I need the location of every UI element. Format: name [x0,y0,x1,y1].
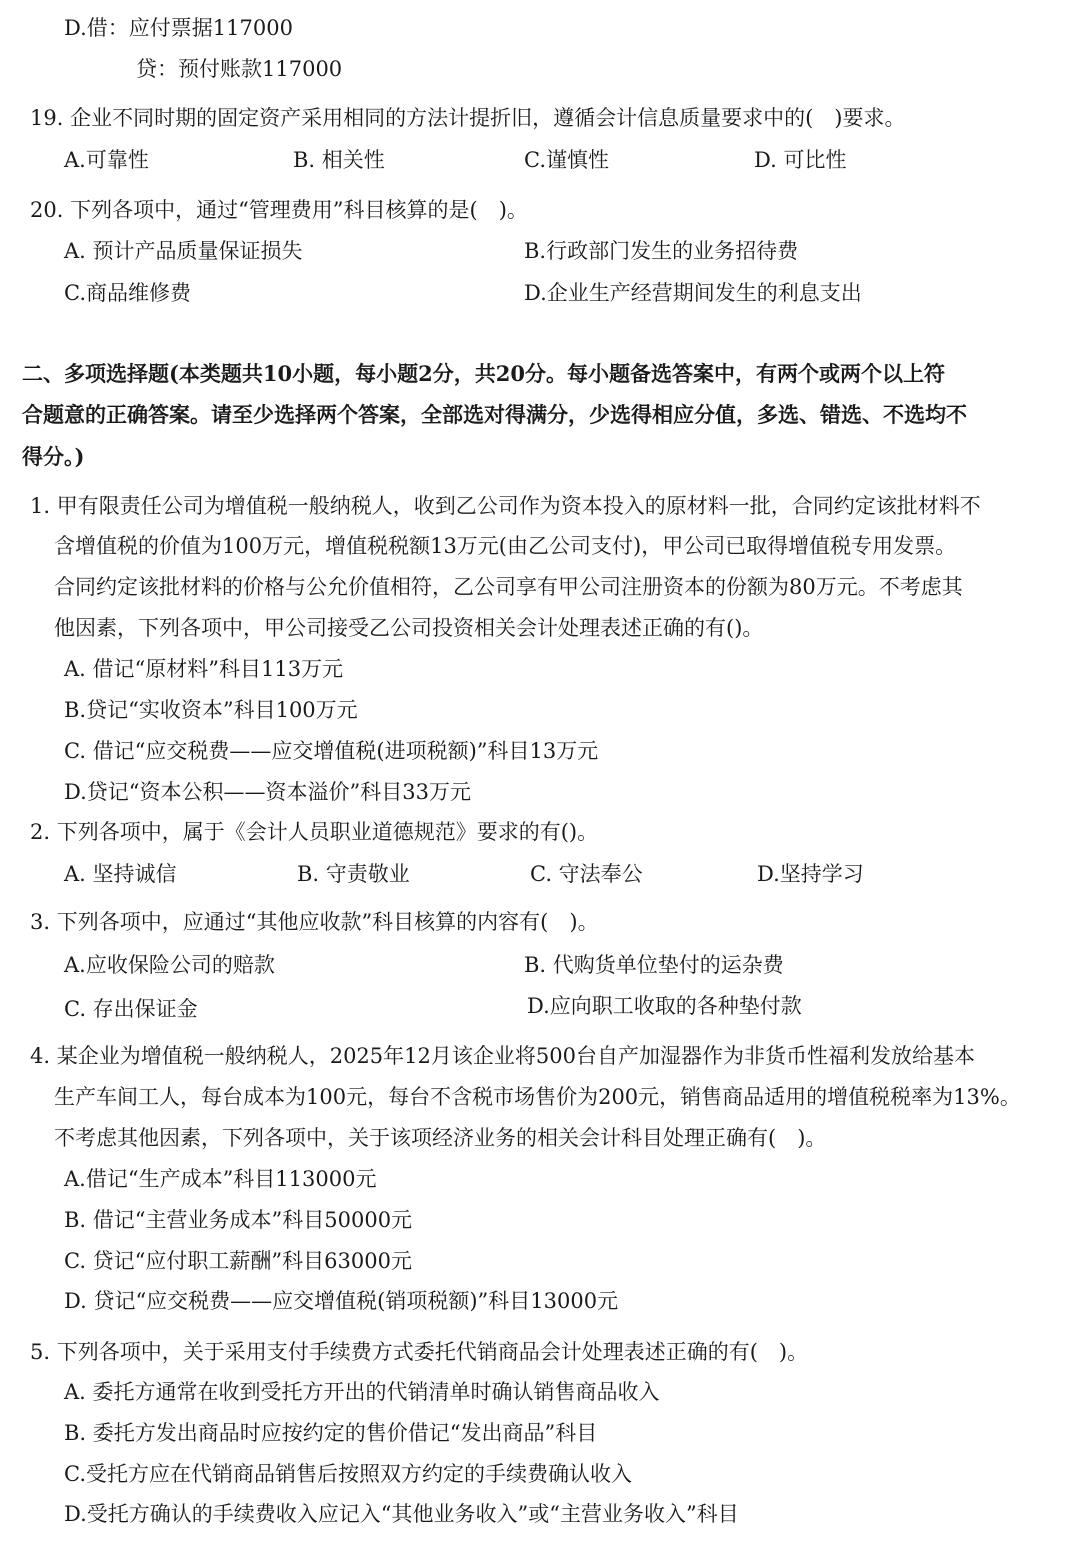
q19-option-d: D. 可比性 [754,148,847,172]
section2-heading-line3: 得分。) [22,444,85,469]
prev-option-d-debit: D.借：应付票据117000 [64,16,293,40]
m1-option-d: D.贷记“资本公积——资本溢价”科目33万元 [64,780,471,804]
m5-option-c: C.受托方应在代销商品销售后按照双方约定的手续费确认收入 [64,1462,632,1486]
m3-option-b: B. 代购货单位垫付的运杂费 [524,953,784,977]
section2-heading-line2: 合题意的正确答案。请至少选择两个答案，全部选对得满分，少选得相应分值，多选、错选、不选均不 [22,402,967,427]
m2-option-a: A. 坚持诚信 [64,862,177,886]
m3-option-a: A.应收保险公司的赔款 [64,953,275,977]
m2-option-d: D.坚持学习 [757,862,864,886]
m4-option-d: D. 贷记“应交税费——应交增值税(销项税额)”科目13000元 [64,1289,619,1313]
m2-option-c: C. 守法奉公 [530,862,643,886]
m2-stem: 2. 下列各项中，属于《会计人员职业道德规范》要求的有()。 [30,820,599,844]
m4-stem-line1: 4. 某企业为增值税一般纳税人，2025年12月该企业将500台自产加湿器作为非货币性福利发放给基本 [30,1044,975,1068]
m3-option-c: C. 存出保证金 [64,997,198,1021]
section2-heading-line1: 二、多项选择题(本类题共10小题，每小题2分，共20分。每小题备选答案中，有两个或两个以上符 [22,361,945,386]
q20-option-a: A. 预计产品质量保证损失 [64,239,303,263]
m1-stem-line2: 含增值税的价值为100万元，增值税税额13万元(由乙公司支付)，甲公司已取得增值税专用发票。 [54,534,957,558]
m1-stem-line3: 合同约定该批材料的价格与公允价值相符，乙公司享有甲公司注册资本的份额为80万元。不考虑其 [54,575,963,599]
q20-option-b: B.行政部门发生的业务招待费 [524,239,799,263]
q20-stem: 20. 下列各项中，通过“管理费用”科目核算的是( )。 [30,198,528,222]
m1-option-a: A. 借记“原材料”科目113万元 [64,657,344,681]
q19-option-a: A.可靠性 [64,148,149,172]
m4-option-b: B. 借记“主营业务成本”科目50000元 [64,1208,413,1232]
m2-option-b: B. 守责敬业 [297,862,410,886]
m1-option-c: C. 借记“应交税费——应交增值税(进项税额)”科目13万元 [64,739,599,763]
m4-option-c: C. 贷记“应付职工薪酬”科目63000元 [64,1249,412,1273]
m1-stem-line4: 他因素，下列各项中，甲公司接受乙公司投资相关会计处理表述正确的有()。 [54,616,764,640]
m5-option-b: B. 委托方发出商品时应按约定的售价借记“发出商品”科目 [64,1421,598,1445]
q19-stem: 19. 企业不同时期的固定资产采用相同的方法计提折旧，遵循会计信息质量要求中的( )要求。 [30,106,906,130]
q20-option-c: C.商品维修费 [64,281,191,305]
m1-stem-line1: 1. 甲有限责任公司为增值税一般纳税人，收到乙公司作为资本投入的原材料一批，合同约定该批材料不 [30,494,981,518]
q19-option-c: C.谨慎性 [524,148,609,172]
m3-stem: 3. 下列各项中，应通过“其他应收款”科目核算的内容有( )。 [30,910,599,934]
m5-option-a: A. 委托方通常在收到受托方开出的代销清单时确认销售商品收入 [64,1380,660,1404]
m4-stem-line3: 不考虑其他因素，下列各项中，关于该项经济业务的相关会计科目处理正确有( )。 [54,1126,827,1150]
prev-option-d-credit: 贷：预付账款117000 [136,57,343,81]
m4-option-a: A.借记“生产成本”科目113000元 [64,1167,377,1191]
m1-option-b: B.贷记“实收资本”科目100万元 [64,698,358,722]
m3-option-d: D.应向职工收取的各种垫付款 [527,994,802,1018]
m5-stem: 5. 下列各项中，关于采用支付手续费方式委托代销商品会计处理表述正确的有( )。 [30,1340,809,1364]
m5-option-d: D.受托方确认的手续费收入应记入“其他业务收入”或“主营业务收入”科目 [64,1502,739,1526]
m4-stem-line2: 生产车间工人，每台成本为100元，每台不含税市场售价为200元，销售商品适用的增值税税率为13%。 [54,1085,1021,1109]
q19-option-b: B. 相关性 [293,148,385,172]
q20-option-d: D.企业生产经营期间发生的利息支出 [524,281,862,305]
